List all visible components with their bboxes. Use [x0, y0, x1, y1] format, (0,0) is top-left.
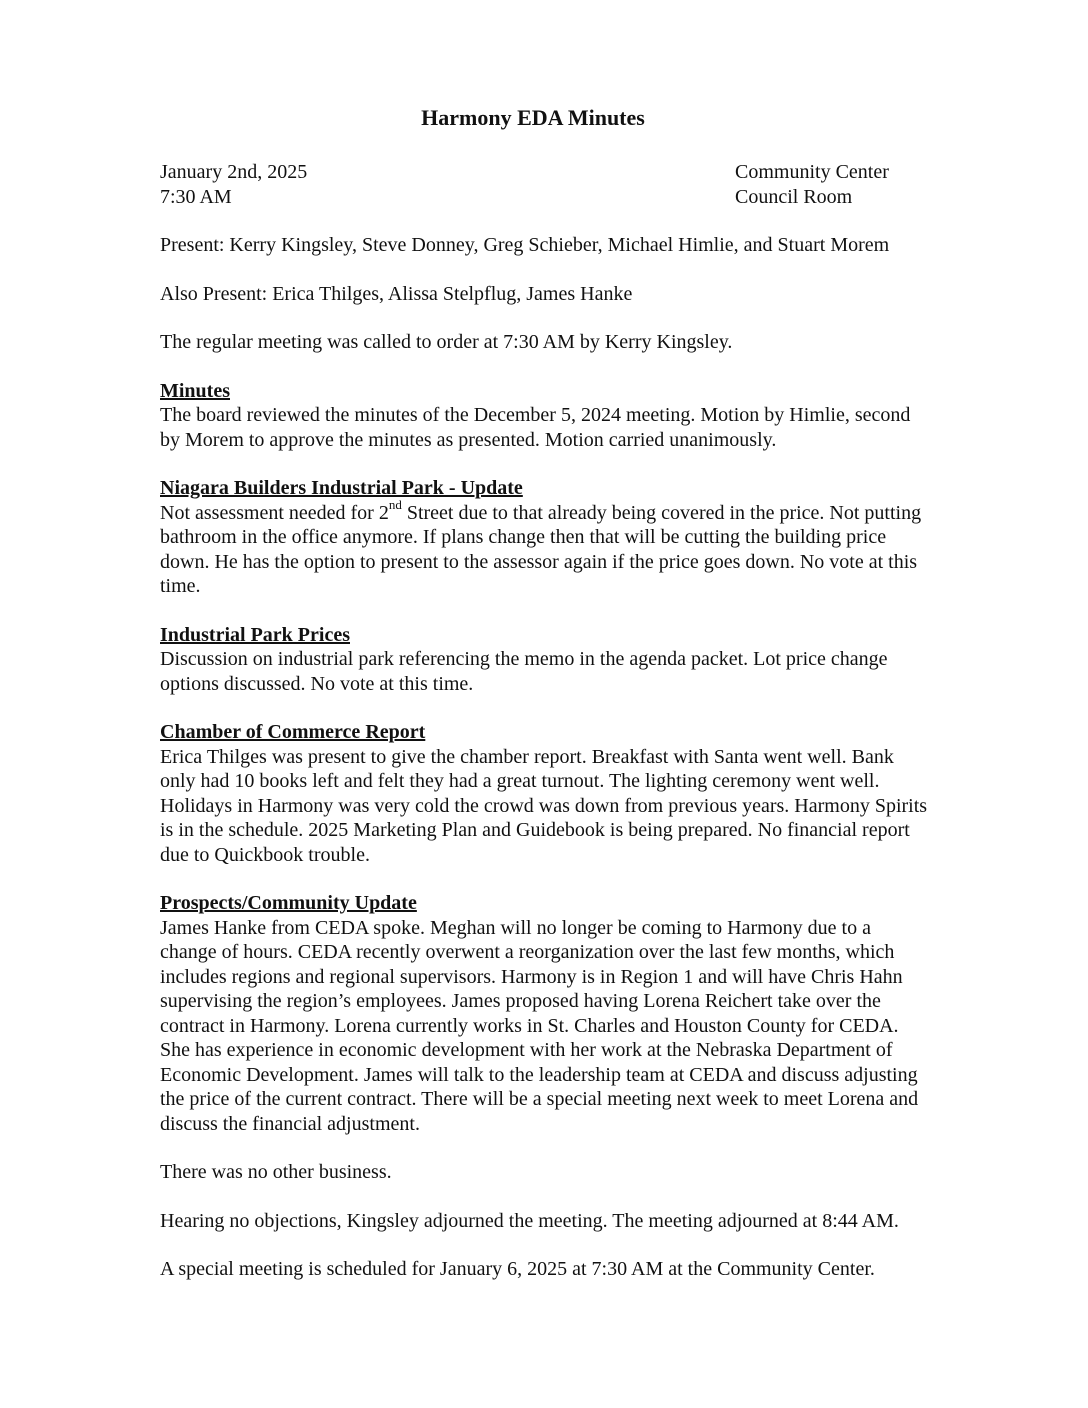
section-body: Discussion on industrial park referencing the memo in the agenda packet. Lot price change options discussed. No vote at this time. [160, 648, 888, 695]
section-heading: Industrial Park Prices [160, 623, 350, 646]
meeting-date: January 2nd, 2025 [160, 161, 308, 183]
section-body: James Hanke from CEDA spoke. Meghan will no longer be coming to Harmony due to a change of hours. CEDA recently overwent a reorganization over the last few months, which includes regions and regional supervisors. Harmony is in Region 1 and will have Chris Hahn supervising the region’s employees. James proposed having Lorena Reichert take over the contract in Harmony. Lorena currently works in St. Charles and Houston County for CEDA. She has experience in economic development with her work at the Nebraska Department of Economic Development. James will talk to the leadership team at CEDA and discuss adjusting the price of the current contract. There will be a special meeting next week to meet Lorena and discuss the financial adjustment. [160, 916, 919, 1135]
also-present: Also Present: Erica Thilges, Alissa Stelpflug, James Hanke [160, 282, 633, 305]
body-text-end: Street due to that already being covered in the price. Not putting bathroom in the office anymore. If plans change then that will be cutting the building price down. He has the option to present to the assessor again if the price goes down. No vote at this time. [160, 501, 922, 597]
meeting-location [735, 160, 930, 209]
meeting-datetime [160, 160, 307, 209]
section-body: The board reviewed the minutes of the December 5, 2024 meeting. Motion by Himlie, second by Morem to approve the minutes as presented. Motion carried unanimously. [160, 404, 911, 451]
section-niagara [160, 476, 930, 599]
adjournment: Hearing no objections, Kingsley adjourned the meeting. The meeting adjourned at 8:44 AM. [160, 1209, 899, 1232]
section-heading: Minutes [160, 379, 230, 402]
section-industrial-park-prices [160, 623, 930, 697]
document-title: Harmony EDA Minutes [421, 105, 645, 130]
body-text-start: Not assessment needed for 2 [160, 501, 389, 524]
special-meeting-notice: A special meeting is scheduled for January 6, 2025 at 7:30 AM at the Community Center. [160, 1258, 875, 1280]
other-business: There was no other business. [160, 1161, 392, 1183]
section-heading: Chamber of Commerce Report [160, 721, 426, 743]
present-members: Present: Kerry Kingsley, Steve Donney, Greg Schieber, Michael Himlie, and Stuart Morem [160, 234, 890, 256]
section-chamber-report [160, 720, 930, 867]
location-line-1: Community Center [735, 161, 889, 183]
minutes-document [160, 104, 930, 1282]
meeting-time: 7:30 AM [160, 185, 232, 208]
ordinal-suffix: nd [388, 496, 402, 512]
section-heading: Prospects/Community Update [160, 892, 417, 914]
section-body: Erica Thilges was present to give the chamber report. Breakfast with Santa went well. Bank only had 10 books left and felt they had a great turnout. The lighting ceremony went well. Holidays in Harmony was very cold the crowd was down from previous years. Harmony Spirits is in the schedule. 2025 Marketing Plan and Guidebook is being prepared. No financial report due to Quickbook trouble. [160, 745, 928, 866]
section-heading: Niagara Builders Industrial Park - Update [160, 477, 523, 499]
section-body [160, 496, 930, 599]
section-prospects [160, 891, 930, 1136]
section-minutes [160, 379, 930, 453]
meeting-header [160, 160, 930, 209]
call-to-order: The regular meeting was called to order at 7:30 AM by Kerry Kingsley. [160, 331, 733, 353]
location-line-2: Council Room [735, 185, 853, 208]
